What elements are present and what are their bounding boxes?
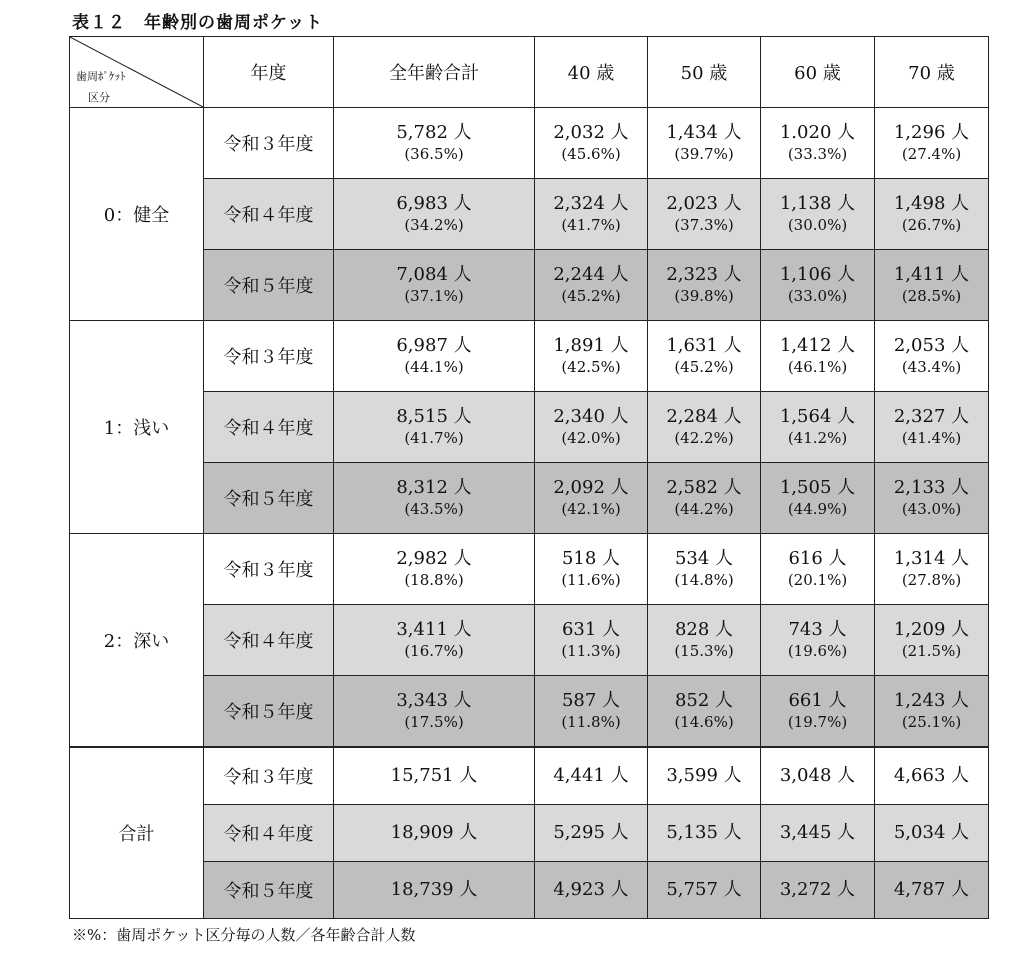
percent-value: (42.5%) (561, 357, 621, 376)
table-row (70, 250, 989, 321)
count-value: 1,498 人 (893, 193, 970, 215)
count-value: 631 人 (561, 619, 621, 641)
total-row (70, 805, 989, 862)
value-cell (875, 108, 989, 179)
table-row (70, 179, 989, 250)
value-cell (875, 676, 989, 747)
percent-value: (11.3%) (561, 641, 621, 660)
value-cell (648, 108, 761, 179)
count-value: 2,032 人 (553, 122, 629, 144)
total-value: 5,757 人 (648, 862, 761, 919)
count-value: 2,244 人 (553, 264, 629, 286)
percent-value: (45.2%) (561, 286, 621, 305)
count-value: 828 人 (674, 619, 734, 641)
footnote: ※%：歯周ポケット区分毎の人数／各年齢合計人数 (72, 926, 416, 944)
col-header-40: 40 歳 (535, 37, 648, 108)
percent-value: (26.7%) (901, 215, 962, 234)
col-header-all-ages: 全年齢合計 (334, 37, 535, 108)
percent-value: (25.1%) (901, 712, 962, 731)
table-row (70, 605, 989, 676)
header-row (70, 37, 989, 108)
percent-value: (14.6%) (674, 712, 734, 731)
value-cell (875, 605, 989, 676)
year-cell: 令和３年度 (204, 748, 334, 805)
year-cell: 令和３年度 (204, 534, 334, 605)
value-cell (761, 392, 875, 463)
count-value: 1,505 人 (779, 477, 856, 499)
col-header-year: 年度 (204, 37, 334, 108)
count-value: 2,582 人 (666, 477, 742, 499)
total-value: 3,445 人 (761, 805, 875, 862)
percent-value: (43.0%) (901, 499, 962, 518)
count-value: 1,243 人 (893, 690, 970, 712)
value-cell (648, 392, 761, 463)
count-value: 518 人 (561, 548, 621, 570)
percent-value: (15.3%) (674, 641, 734, 660)
percent-value: (44.1%) (404, 357, 464, 376)
value-cell (334, 392, 535, 463)
value-cell (334, 605, 535, 676)
percent-value: (30.0%) (787, 215, 848, 234)
percent-value: (27.4%) (901, 144, 962, 163)
percent-value: (41.7%) (404, 428, 464, 447)
count-value: 1,209 人 (893, 619, 970, 641)
percent-value: (44.2%) (674, 499, 734, 518)
value-cell (761, 108, 875, 179)
table-row (70, 463, 989, 534)
year-cell: 令和５年度 (204, 676, 334, 747)
percent-value: (44.9%) (787, 499, 848, 518)
percent-value: (39.8%) (674, 286, 734, 305)
count-value: 1,138 人 (779, 193, 856, 215)
value-cell (648, 321, 761, 392)
count-value: 3,343 人 (396, 690, 472, 712)
year-cell: 令和４年度 (204, 805, 334, 862)
count-value: 852 人 (674, 690, 734, 712)
value-cell (875, 534, 989, 605)
value-cell (535, 463, 648, 534)
percent-value: (18.8%) (404, 570, 464, 589)
value-cell (761, 321, 875, 392)
value-cell (535, 534, 648, 605)
value-cell (648, 250, 761, 321)
value-cell (535, 108, 648, 179)
value-cell (761, 463, 875, 534)
year-cell: 令和４年度 (204, 605, 334, 676)
group-label: 0：健全 (70, 108, 204, 321)
value-cell (334, 676, 535, 747)
group-label: 1：浅い (70, 321, 204, 534)
diagonal-header-cell (70, 37, 204, 108)
value-cell (648, 463, 761, 534)
col-header-70: 70 歳 (875, 37, 989, 108)
table-row (70, 534, 989, 605)
count-value: 1,106 人 (779, 264, 856, 286)
count-value: 2,284 人 (666, 406, 742, 428)
value-cell (535, 250, 648, 321)
count-value: 8,515 人 (396, 406, 472, 428)
value-cell (535, 676, 648, 747)
percent-value: (27.8%) (901, 570, 962, 589)
table-row (70, 108, 989, 179)
value-cell (875, 321, 989, 392)
periodontal-pocket-table (69, 36, 989, 919)
percent-value: (43.4%) (901, 357, 962, 376)
count-value: 587 人 (561, 690, 621, 712)
table-title: 表１２ 年齢別の歯周ポケット (72, 13, 324, 33)
count-value: 2,023 人 (666, 193, 742, 215)
count-value: 2,327 人 (893, 406, 970, 428)
value-cell (875, 463, 989, 534)
value-cell (761, 250, 875, 321)
value-cell (648, 605, 761, 676)
total-value: 3,272 人 (761, 862, 875, 919)
count-value: 6,983 人 (396, 193, 472, 215)
count-value: 2,053 人 (893, 335, 970, 357)
total-value: 5,295 人 (535, 805, 648, 862)
percent-value: (20.1%) (787, 570, 848, 589)
value-cell (648, 676, 761, 747)
count-value: 534 人 (674, 548, 734, 570)
col-header-60: 60 歳 (761, 37, 875, 108)
count-value: 1,434 人 (666, 122, 742, 144)
total-value: 4,923 人 (535, 862, 648, 919)
percent-value: (14.8%) (674, 570, 734, 589)
count-value: 2,324 人 (553, 193, 629, 215)
year-cell: 令和５年度 (204, 463, 334, 534)
percent-value: (43.5%) (404, 499, 464, 518)
year-cell: 令和３年度 (204, 321, 334, 392)
count-value: 1,296 人 (893, 122, 970, 144)
percent-value: (16.7%) (404, 641, 464, 660)
percent-value: (42.1%) (561, 499, 621, 518)
total-value: 4,787 人 (875, 862, 989, 919)
total-row (70, 748, 989, 805)
value-cell (761, 676, 875, 747)
count-value: 743 人 (788, 619, 847, 641)
total-value: 3,048 人 (761, 748, 875, 805)
count-value: 616 人 (788, 548, 847, 570)
count-value: 1,411 人 (893, 264, 970, 286)
count-value: 2,133 人 (893, 477, 970, 499)
value-cell (334, 321, 535, 392)
percent-value: (19.7%) (787, 712, 848, 731)
year-cell: 令和５年度 (204, 250, 334, 321)
value-cell (334, 179, 535, 250)
group-label: 2：深い (70, 534, 204, 747)
percent-value: (45.2%) (674, 357, 734, 376)
value-cell (334, 108, 535, 179)
percent-value: (34.2%) (404, 215, 464, 234)
value-cell (761, 179, 875, 250)
total-label: 合計 (70, 748, 204, 919)
count-value: 7,084 人 (396, 264, 472, 286)
total-value: 5,034 人 (875, 805, 989, 862)
count-value: 8,312 人 (396, 477, 472, 499)
percent-value: (19.6%) (787, 641, 848, 660)
total-value: 4,441 人 (535, 748, 648, 805)
percent-value: (41.2%) (787, 428, 848, 447)
percent-value: (46.1%) (787, 357, 848, 376)
value-cell (875, 179, 989, 250)
table-row (70, 321, 989, 392)
year-cell: 令和３年度 (204, 108, 334, 179)
total-value: 15,751 人 (334, 748, 535, 805)
diag-label-division: 区分 (88, 91, 110, 104)
count-value: 1,412 人 (779, 335, 856, 357)
value-cell (761, 534, 875, 605)
percent-value: (33.3%) (787, 144, 848, 163)
percent-value: (42.2%) (674, 428, 734, 447)
value-cell (334, 250, 535, 321)
year-cell: 令和４年度 (204, 179, 334, 250)
percent-value: (28.5%) (901, 286, 962, 305)
count-value: 661 人 (788, 690, 847, 712)
percent-value: (41.7%) (561, 215, 621, 234)
count-value: 2,340 人 (553, 406, 629, 428)
percent-value: (45.6%) (561, 144, 621, 163)
count-value: 3,411 人 (396, 619, 472, 641)
count-value: 2,323 人 (666, 264, 742, 286)
total-value: 18,909 人 (334, 805, 535, 862)
value-cell (875, 392, 989, 463)
value-cell (875, 250, 989, 321)
col-header-50: 50 歳 (648, 37, 761, 108)
diag-label-category: 歯周ﾎﾟｹｯﾄ (76, 70, 126, 83)
count-value: 5,782 人 (396, 122, 472, 144)
total-value: 18,739 人 (334, 862, 535, 919)
percent-value: (37.1%) (404, 286, 464, 305)
value-cell (334, 463, 535, 534)
percent-value: (17.5%) (404, 712, 464, 731)
percent-value: (11.6%) (561, 570, 621, 589)
count-value: 2,982 人 (396, 548, 472, 570)
count-value: 1.020 人 (779, 122, 856, 144)
value-cell (535, 321, 648, 392)
count-value: 1,631 人 (666, 335, 742, 357)
value-cell (535, 605, 648, 676)
total-value: 5,135 人 (648, 805, 761, 862)
count-value: 6,987 人 (396, 335, 472, 357)
table-row (70, 676, 989, 747)
value-cell (648, 179, 761, 250)
count-value: 2,092 人 (553, 477, 629, 499)
table-row (70, 392, 989, 463)
total-value: 4,663 人 (875, 748, 989, 805)
percent-value: (33.0%) (787, 286, 848, 305)
percent-value: (36.5%) (404, 144, 464, 163)
percent-value: (39.7%) (674, 144, 734, 163)
percent-value: (42.0%) (561, 428, 621, 447)
year-cell: 令和４年度 (204, 392, 334, 463)
total-value: 3,599 人 (648, 748, 761, 805)
year-cell: 令和５年度 (204, 862, 334, 919)
value-cell (648, 534, 761, 605)
percent-value: (21.5%) (901, 641, 962, 660)
value-cell (535, 179, 648, 250)
percent-value: (41.4%) (901, 428, 962, 447)
count-value: 1,564 人 (779, 406, 856, 428)
count-value: 1,891 人 (553, 335, 629, 357)
percent-value: (11.8%) (561, 712, 621, 731)
value-cell (761, 605, 875, 676)
count-value: 1,314 人 (893, 548, 970, 570)
percent-value: (37.3%) (674, 215, 734, 234)
total-row (70, 862, 989, 919)
value-cell (334, 534, 535, 605)
value-cell (535, 392, 648, 463)
